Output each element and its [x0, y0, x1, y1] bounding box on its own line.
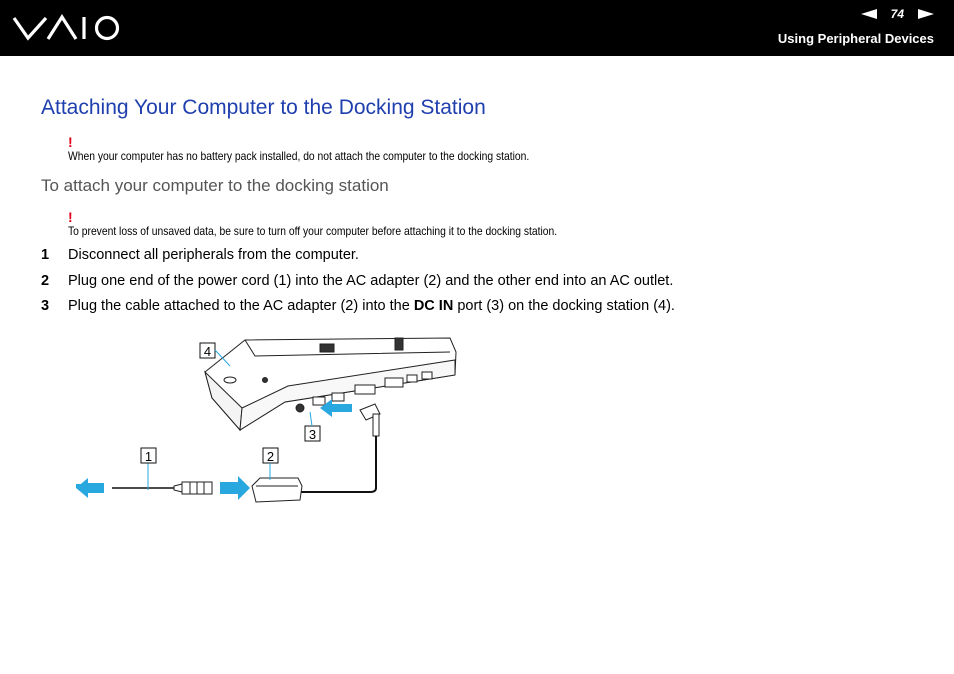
step-number: 3 — [41, 298, 50, 314]
dc-cable — [300, 436, 376, 492]
dc-plug — [360, 404, 380, 436]
step-text: Disconnect all peripherals from the computer. — [68, 247, 359, 263]
step-item — [41, 298, 675, 314]
vaio-logo-icon — [12, 12, 122, 44]
callout-2: 2 — [266, 449, 275, 464]
section-title: Using Peripheral Devices — [777, 31, 934, 46]
warning-note: When your computer has no battery pack installed, do not attach the computer to the docking station. — [68, 149, 530, 163]
docking-diagram — [70, 330, 470, 505]
callout-1: 1 — [144, 449, 153, 464]
callout-4: 4 — [203, 344, 212, 359]
docking-station — [205, 338, 456, 430]
callout-3: 3 — [308, 427, 317, 442]
previous-page-icon[interactable] — [861, 9, 877, 19]
step-item — [41, 247, 359, 263]
next-page-icon[interactable] — [918, 9, 934, 19]
vaio-logo — [12, 12, 122, 49]
power-arrow — [220, 476, 250, 500]
warning-icon: ! — [68, 134, 73, 150]
step-text: Plug one end of the power cord (1) into the AC adapter (2) and the other end into an AC outlet. — [68, 273, 674, 289]
warning-icon: ! — [68, 209, 73, 225]
step-number: 2 — [41, 273, 50, 289]
step-item — [41, 273, 673, 289]
page-number: 74 — [890, 7, 904, 21]
docking-station-illustration — [70, 330, 470, 510]
page-navigation — [861, 7, 934, 21]
power-plug — [174, 482, 212, 494]
port-label: DC IN — [413, 298, 454, 314]
step-number: 1 — [41, 247, 50, 263]
step-text: Plug the cable attached to the AC adapter (2) into the DC IN port (3) on the docking station (4). — [68, 298, 675, 314]
procedure-heading: To attach your computer to the docking station — [41, 176, 389, 195]
ac-adapter — [252, 478, 302, 502]
page-header — [0, 0, 954, 56]
page-title: Attaching Your Computer to the Docking Station — [41, 96, 486, 119]
warning-note: To prevent loss of unsaved data, be sure to turn off your computer before attaching it to the docking station. — [68, 224, 558, 238]
